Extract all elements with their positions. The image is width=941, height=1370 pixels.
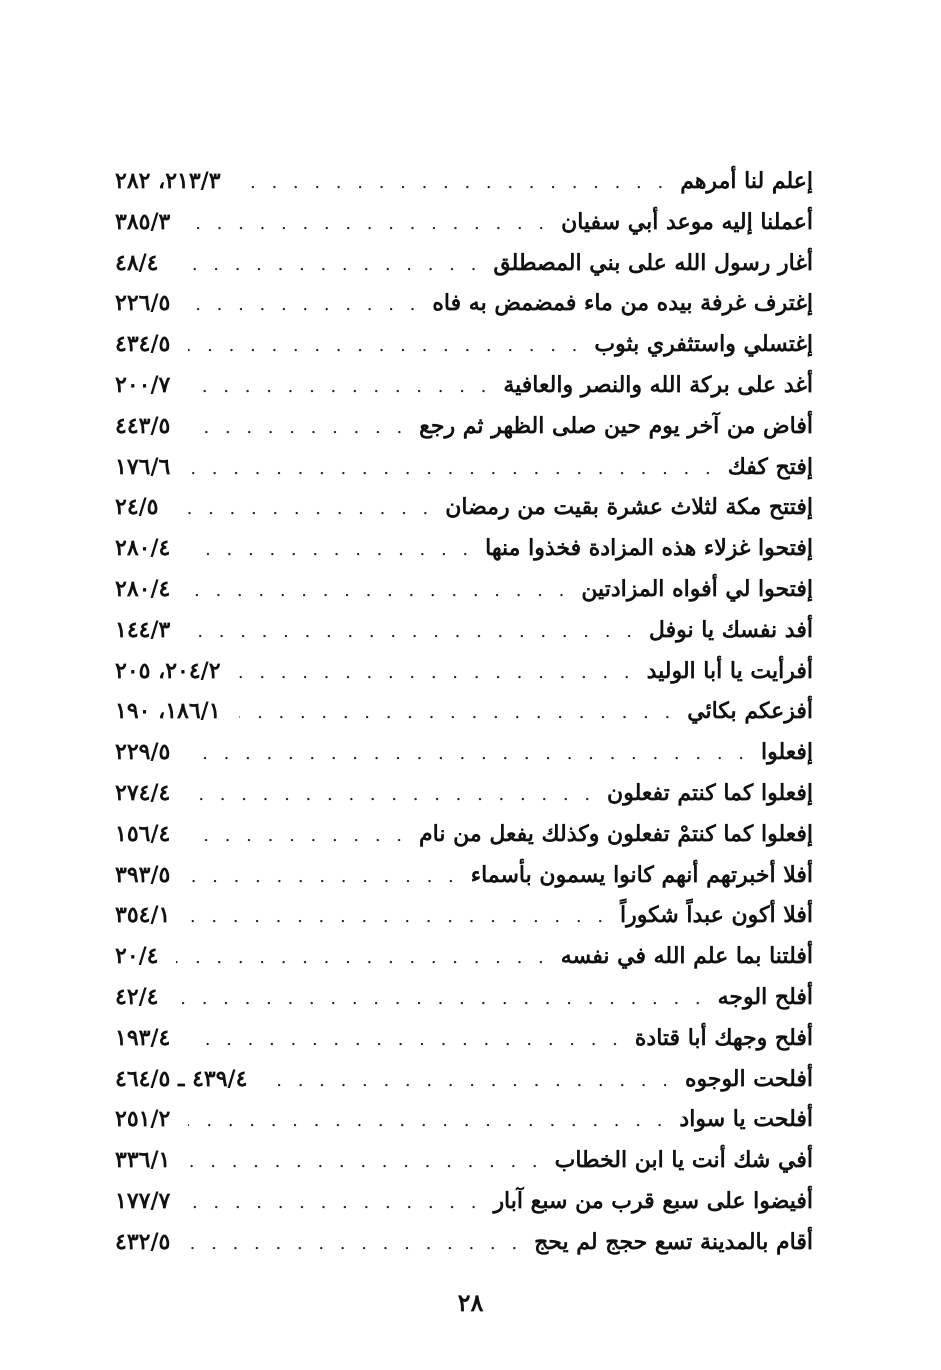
index-entry: [115, 902, 813, 943]
index-entry: [115, 331, 813, 372]
dot-leader: [188, 539, 473, 560]
entry-phrase: أقام بالمدينة تسع حجج لم يحج: [534, 1228, 813, 1255]
entry-reference: ٣٣٦/١: [115, 1147, 171, 1174]
dot-leader: [188, 1192, 481, 1213]
entry-reference: ٤٢/٤: [115, 983, 159, 1010]
entry-reference: ٢٨٠/٤: [115, 535, 171, 562]
index-entry: [115, 454, 813, 495]
hadith-index-list: [115, 168, 813, 1270]
index-entry: [115, 862, 813, 903]
dot-leader: [188, 743, 749, 764]
dot-leader: [239, 172, 669, 193]
entry-reference: ٢٢٩/٥: [115, 739, 171, 766]
index-entry: [115, 250, 813, 291]
entry-phrase: أفلا أخبرتهم أنهم كانوا يسمون بأسماء: [470, 861, 813, 888]
index-entry: [115, 1066, 813, 1107]
entry-reference: ٢٥١/٢: [115, 1106, 171, 1133]
entry-reference: ٢٨٠/٤: [115, 575, 171, 602]
entry-phrase: أفرأيت يا أبا الوليد: [646, 657, 813, 684]
entry-reference: ١٤٤/٣: [115, 616, 171, 643]
entry-reference: ١٩٣/٤: [115, 1024, 171, 1051]
index-entry: [115, 1025, 813, 1066]
entry-phrase: أغد على بركة الله والنصر والعافية: [503, 371, 813, 398]
index-entry: [115, 535, 813, 576]
index-entry: [115, 984, 813, 1025]
index-entry: [115, 1229, 813, 1270]
dot-leader: [188, 866, 458, 887]
entry-phrase: أغار رسول الله على بني المصطلق: [493, 249, 813, 276]
index-entry: [115, 1188, 813, 1229]
entry-phrase: إغتسلي واستثفري بثوب: [594, 331, 813, 358]
entry-phrase: إفعلوا: [760, 739, 813, 766]
dot-leader: [188, 906, 608, 927]
entry-phrase: أفلح وجهك أبا قتادة: [634, 1024, 813, 1051]
index-entry: [115, 617, 813, 658]
entry-reference: ٢١٣/٣، ٢٨٢: [115, 168, 221, 194]
index-entry: [115, 290, 813, 331]
entry-phrase: أفلحت الوجوه: [684, 1065, 813, 1092]
dot-leader: [239, 702, 676, 723]
dot-leader: [176, 947, 548, 968]
dot-leader: [176, 254, 481, 275]
entry-phrase: أفد نفسك يا نوفل: [648, 616, 813, 643]
index-entry: [115, 943, 813, 984]
entry-reference: ٢٠٠/٧: [115, 371, 171, 398]
dot-leader: [188, 294, 420, 315]
entry-reference: ١٧٦/٦: [115, 453, 171, 480]
dot-leader: [188, 213, 549, 234]
entry-phrase: أفلح الوجه: [717, 983, 813, 1010]
index-entry: [115, 413, 813, 454]
entry-phrase: إفتحوا غزلاء هذه المزادة فخذوا منها: [485, 535, 813, 562]
index-entry: [115, 1147, 813, 1188]
entry-reference: ٣٥٤/١: [115, 902, 171, 929]
entry-reference: ٣٨٥/٣: [115, 208, 171, 235]
entry-phrase: إغترف غرفة بيده من ماء فمضمض به فاه: [432, 290, 813, 317]
entry-reference: ٢٢٦/٥: [115, 290, 171, 317]
dot-leader: [188, 376, 491, 397]
entry-reference: ١٥٦/٤: [115, 820, 171, 847]
entry-reference: ٤٣٩/٤ ـ ٤٦٤/٥: [115, 1065, 248, 1092]
entry-reference: ٢٠/٤: [115, 943, 159, 970]
entry-phrase: أفي شك أنت يا ابن الخطاب: [554, 1147, 813, 1174]
entry-phrase: إفعلوا كما كنتمْ تفعلون وكذلك يفعل من نام: [419, 820, 813, 847]
entry-phrase: أفلا أكون عبداً شكوراً: [620, 902, 813, 929]
index-entry: [115, 780, 813, 821]
dot-leader: [188, 458, 715, 479]
dot-leader: [176, 988, 705, 1009]
entry-reference: ٤٣٢/٥: [115, 1228, 171, 1255]
entry-reference: ١٧٧/٧: [115, 1187, 171, 1214]
index-entry: [115, 494, 813, 535]
entry-phrase: إفعلوا كما كنتم تفعلون: [607, 779, 813, 806]
index-entry: [115, 698, 813, 739]
entry-phrase: أفيضوا على سبع قرب من سبع آبار: [493, 1187, 813, 1214]
entry-reference: ٢٤/٥: [115, 494, 159, 521]
page-number: ٢٨: [457, 1288, 484, 1317]
entry-phrase: أفزعكم بكائي: [687, 698, 813, 725]
dot-leader: [265, 1070, 673, 1091]
index-entry: [115, 576, 813, 617]
index-entry: [115, 168, 813, 209]
index-entry: [115, 1106, 813, 1147]
index-entry: [115, 372, 813, 413]
entry-phrase: إفتتح مكة لثلاث عشرة بقيت من رمضان: [445, 494, 813, 521]
dot-leader: [188, 417, 407, 438]
entry-reference: ٢٠٤/٢، ٢٠٥: [115, 657, 221, 684]
entry-reference: ٤٣٤/٥: [115, 331, 171, 358]
dot-leader: [176, 498, 433, 519]
dot-leader: [188, 1151, 542, 1172]
entry-reference: ٣٩٣/٥: [115, 861, 171, 888]
entry-phrase: إفتحوا لي أفواه المزادتين: [581, 575, 813, 602]
entry-reference: ٢٧٤/٤: [115, 779, 171, 806]
entry-phrase: إعلم لنا أمرهم: [680, 168, 813, 194]
dot-leader: [188, 784, 595, 805]
dot-leader: [239, 662, 635, 683]
dot-leader: [188, 621, 637, 642]
entry-phrase: أفاض من آخر يوم حين صلى الظهر ثم رجع: [419, 412, 813, 439]
dot-leader: [188, 580, 569, 601]
entry-phrase: أفلحت يا سواد: [679, 1106, 813, 1133]
dot-leader: [188, 335, 582, 356]
entry-reference: ٤٤٣/٥: [115, 412, 171, 439]
dot-leader: [188, 1110, 667, 1131]
entry-phrase: أفلتنا بما علم الله في نفسه: [560, 943, 813, 970]
dot-leader: [188, 1029, 623, 1050]
entry-reference: ٤٨/٤: [115, 249, 159, 276]
dot-leader: [188, 825, 407, 846]
entry-reference: ١٨٦/١، ١٩٠: [115, 698, 221, 725]
index-entry: [115, 821, 813, 862]
entry-phrase: أعملنا إليه موعد أبي سفيان: [561, 208, 813, 235]
index-entry: [115, 658, 813, 699]
index-entry: [115, 209, 813, 250]
dot-leader: [188, 1233, 522, 1254]
entry-phrase: إفتح كفك: [727, 453, 813, 480]
index-entry: [115, 739, 813, 780]
